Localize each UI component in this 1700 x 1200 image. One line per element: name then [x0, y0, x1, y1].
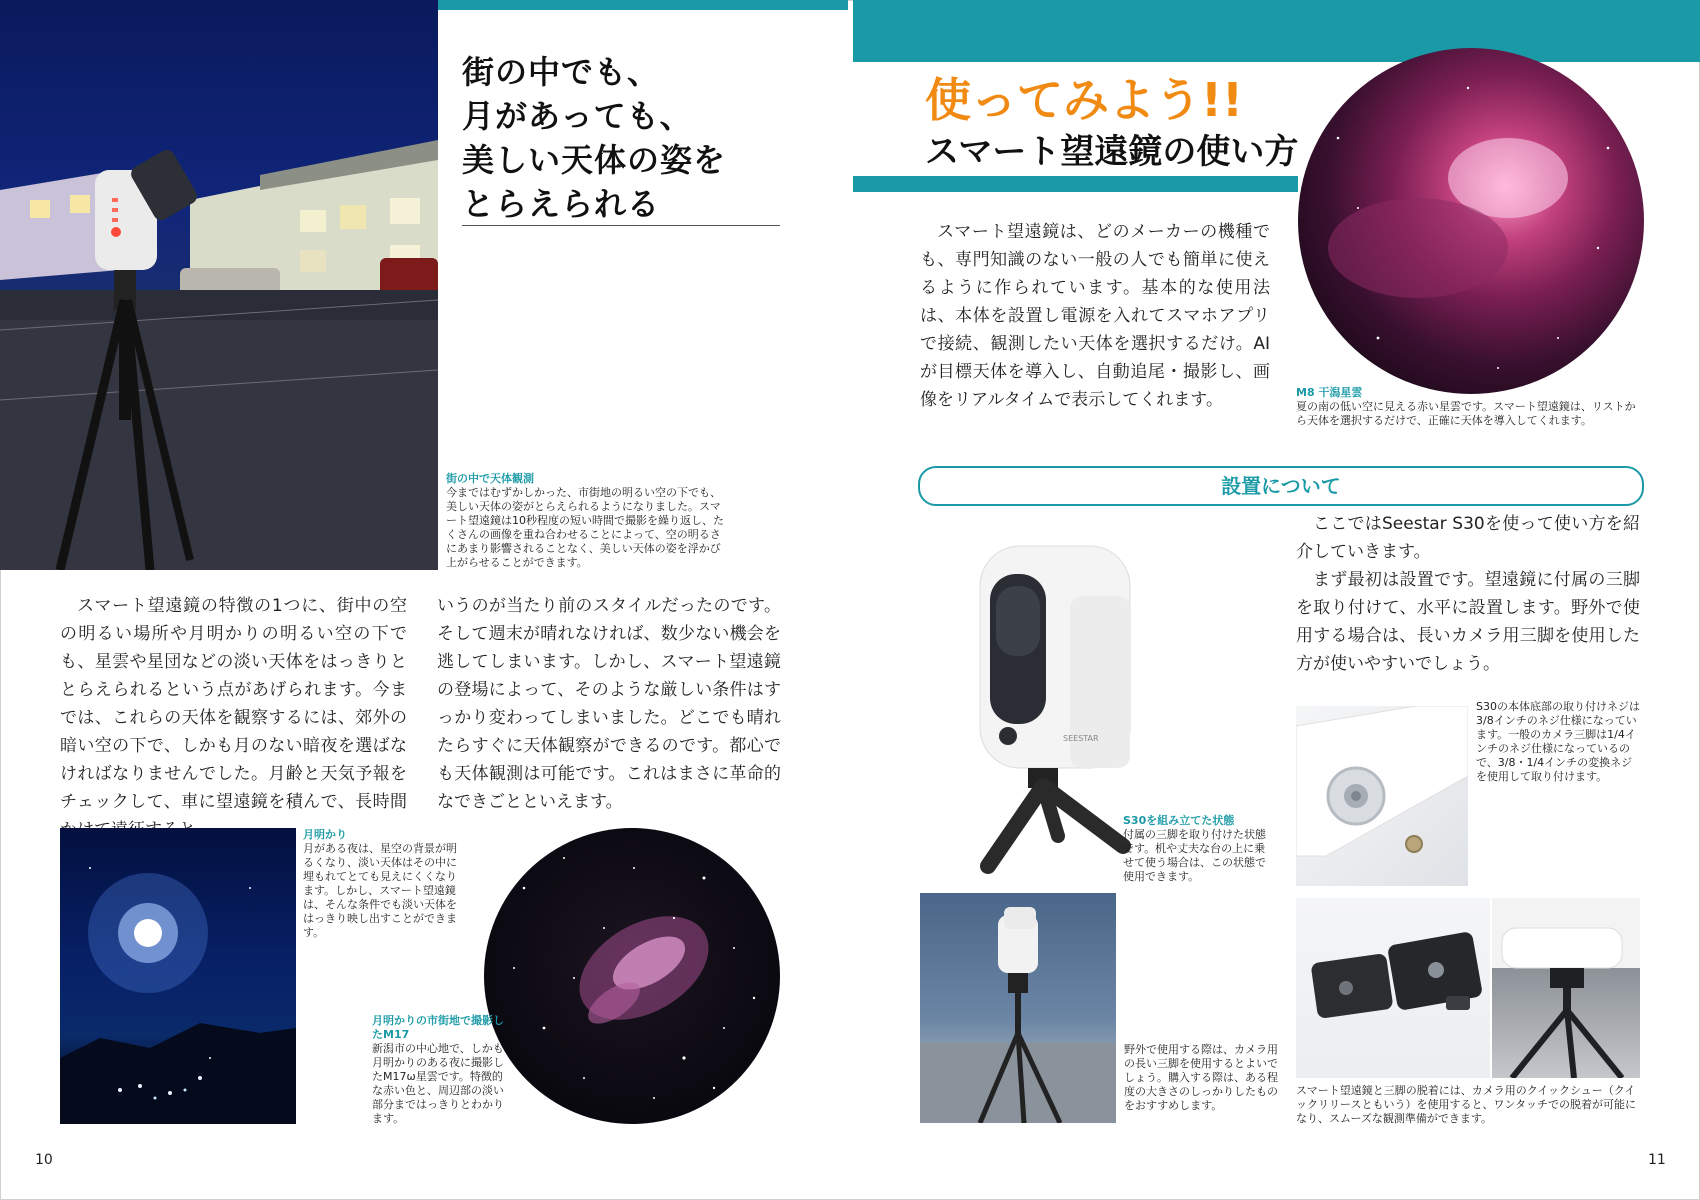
caption-quick-release: スマート望遠鏡と三脚の脱着には、カメラ用のクイックシュー（クイックリリースともいう）を使用すると、ワンタッチでの脱着が可能になり、スムーズな観測準備ができます。 [1296, 1084, 1637, 1125]
moonlit-landscape-photo [60, 828, 296, 1124]
headline-line: 美しい天体の姿を [462, 141, 727, 179]
city-night-telescope-photo [0, 0, 438, 570]
setup-paragraphs [1296, 510, 1640, 678]
caption-city-observation [446, 472, 728, 570]
caption-body: 月がある夜は、星空の背景が明るくなり、淡い天体はその中に埋もれてとても見えにくくなります。しかし、スマート望遠鏡は、そんな条件でも淡い天体をはっきり映し出すことができます。 [303, 842, 457, 939]
page-number-right: 11 [1648, 1152, 1666, 1168]
caption-m17 [372, 1014, 512, 1126]
title-band-top [853, 0, 1700, 62]
caption-field-tripod: 野外で使用する際は、カメラ用の長い三脚を使用するとよいでしょう。購入する際は、ある程度の大きさのしっかりしたものをおすすめします。 [1124, 1043, 1278, 1112]
caption-body: 夏の南の低い空に見える赤い星雲です。スマート望遠鏡は、リストから天体を選択するだけで、正確に天体を導入してくれます。 [1296, 400, 1636, 427]
body-text-column-2: いうのが当たり前のスタイルだったのです。そして週末が晴れなければ、数少ない機会を逃してしまいます。しかし、スマート望遠鏡の登場によって、そのような厳しい条件はすっかり変わってしまいました。どこでも晴れたらすぐに天体観察ができるのです。都心でも天体観測は可能です。これはまさに革命的なできごとといえます。 [437, 596, 781, 812]
caption-title: 月明かりの市街地で撮影したM17 [372, 1014, 504, 1041]
headline-line: 月があっても、 [462, 97, 693, 135]
body-text-column-1: スマート望遠鏡の特徴の1つに、街中の空の明るい場所や月明かりの明るい空の下でも、星雲や星団などの淡い天体をはっきりととらえられるという点があげられます。今までは、これらの天体を観察するには、郊外の暗い空の下で、しかも月のない暗夜を選ばなければなりませんでした。月齢と天気予報をチェックして、車に望遠鏡を積んで、長時間 [60, 596, 407, 812]
quick-release-plate-photo [1296, 898, 1490, 1078]
intro-paragraph: スマート望遠鏡は、どのメーカーの機種でも、専門知識のない一般の人でも簡単に使えるように作られています。基本的な使用法は、本体を設置し電源を入れてスマホアプリで接続、観測したい天体を選択するだけ。AIが目標天体を導入し、自動追尾・撮影し、画像をリアルタイムで表示してくれます。 [920, 222, 1270, 410]
caption-body: 付属の三脚を取り付けた状態です。机や丈夫な台の上に乗せて使う場合は、この状態で使用できます。 [1123, 828, 1266, 883]
caption-moonlight [303, 828, 463, 940]
caption-screw: S30の本体底部の取り付けネジは3/8インチのネジ仕様になっています。一般のカメラ三脚は1/4インチのネジ仕様になっているので、3/8・1/4インチの変換ネジを使用して取り付けます。 [1476, 700, 1640, 783]
caption-title: 月明かり [303, 828, 347, 841]
seestar-s30-device-photo [958, 536, 1148, 876]
outdoor-tripod-photo [920, 893, 1116, 1123]
caption-m8 [1296, 386, 1646, 428]
m8-lagoon-nebula-photo [1298, 48, 1644, 394]
article-subtitle: スマート望遠鏡の使い方 [925, 132, 1299, 172]
caption-body: 新潟市の中心地で、しかも月明かりのある夜に撮影したM17ω星雲です。特徴的な赤い色と、周辺部の淡い部分まではっきりとわかります。 [372, 1042, 504, 1125]
headline-divider [462, 225, 780, 226]
headline-line: とらえられる [462, 185, 661, 223]
page-number-left: 10 [35, 1152, 53, 1168]
caption-s30 [1123, 814, 1268, 884]
headline-line: 街の中でも、 [462, 53, 661, 91]
top-accent-bar-left [438, 0, 848, 10]
mount-screw-closeup-photo [1296, 706, 1468, 886]
m17-nebula-photo [484, 828, 780, 1124]
section-heading-label: 設置について [1221, 474, 1341, 498]
left-headline [462, 50, 792, 226]
tripod-with-device-photo [1492, 898, 1640, 1078]
device-brand-label: SEESTAR [1063, 734, 1099, 743]
caption-title: S30を組み立てた状態 [1123, 814, 1235, 827]
setup-paragraph: まず最初は設置です。望遠鏡に付属の三脚を取り付けて、水平に設置します。野外で使用する場合は、長いカメラ用三脚を使用した方が使いやすいでしょう。 [1296, 570, 1640, 674]
article-title: 使ってみよう!! [925, 73, 1243, 127]
caption-body: 今まではむずかしかった、市街地の明るい空の下でも、美しい天体の姿がとらえられるようになりました。スマート望遠鏡は10秒程度の短い時間で撮影を繰り返し、たくさんの画像を重ね合わせることによって、空の明るさにあまり影響されることなく、美しい天体の姿を浮かび上がらせることができます。 [446, 486, 724, 569]
caption-title: 街の中で天体観測 [446, 472, 534, 485]
caption-title: M8 干潟星雲 [1296, 386, 1363, 399]
setup-paragraph: ここではSeestar S30を使って使い方を紹介していきます。 [1296, 514, 1640, 562]
title-band-stripe [853, 176, 1298, 192]
section-heading-setup [918, 466, 1644, 506]
